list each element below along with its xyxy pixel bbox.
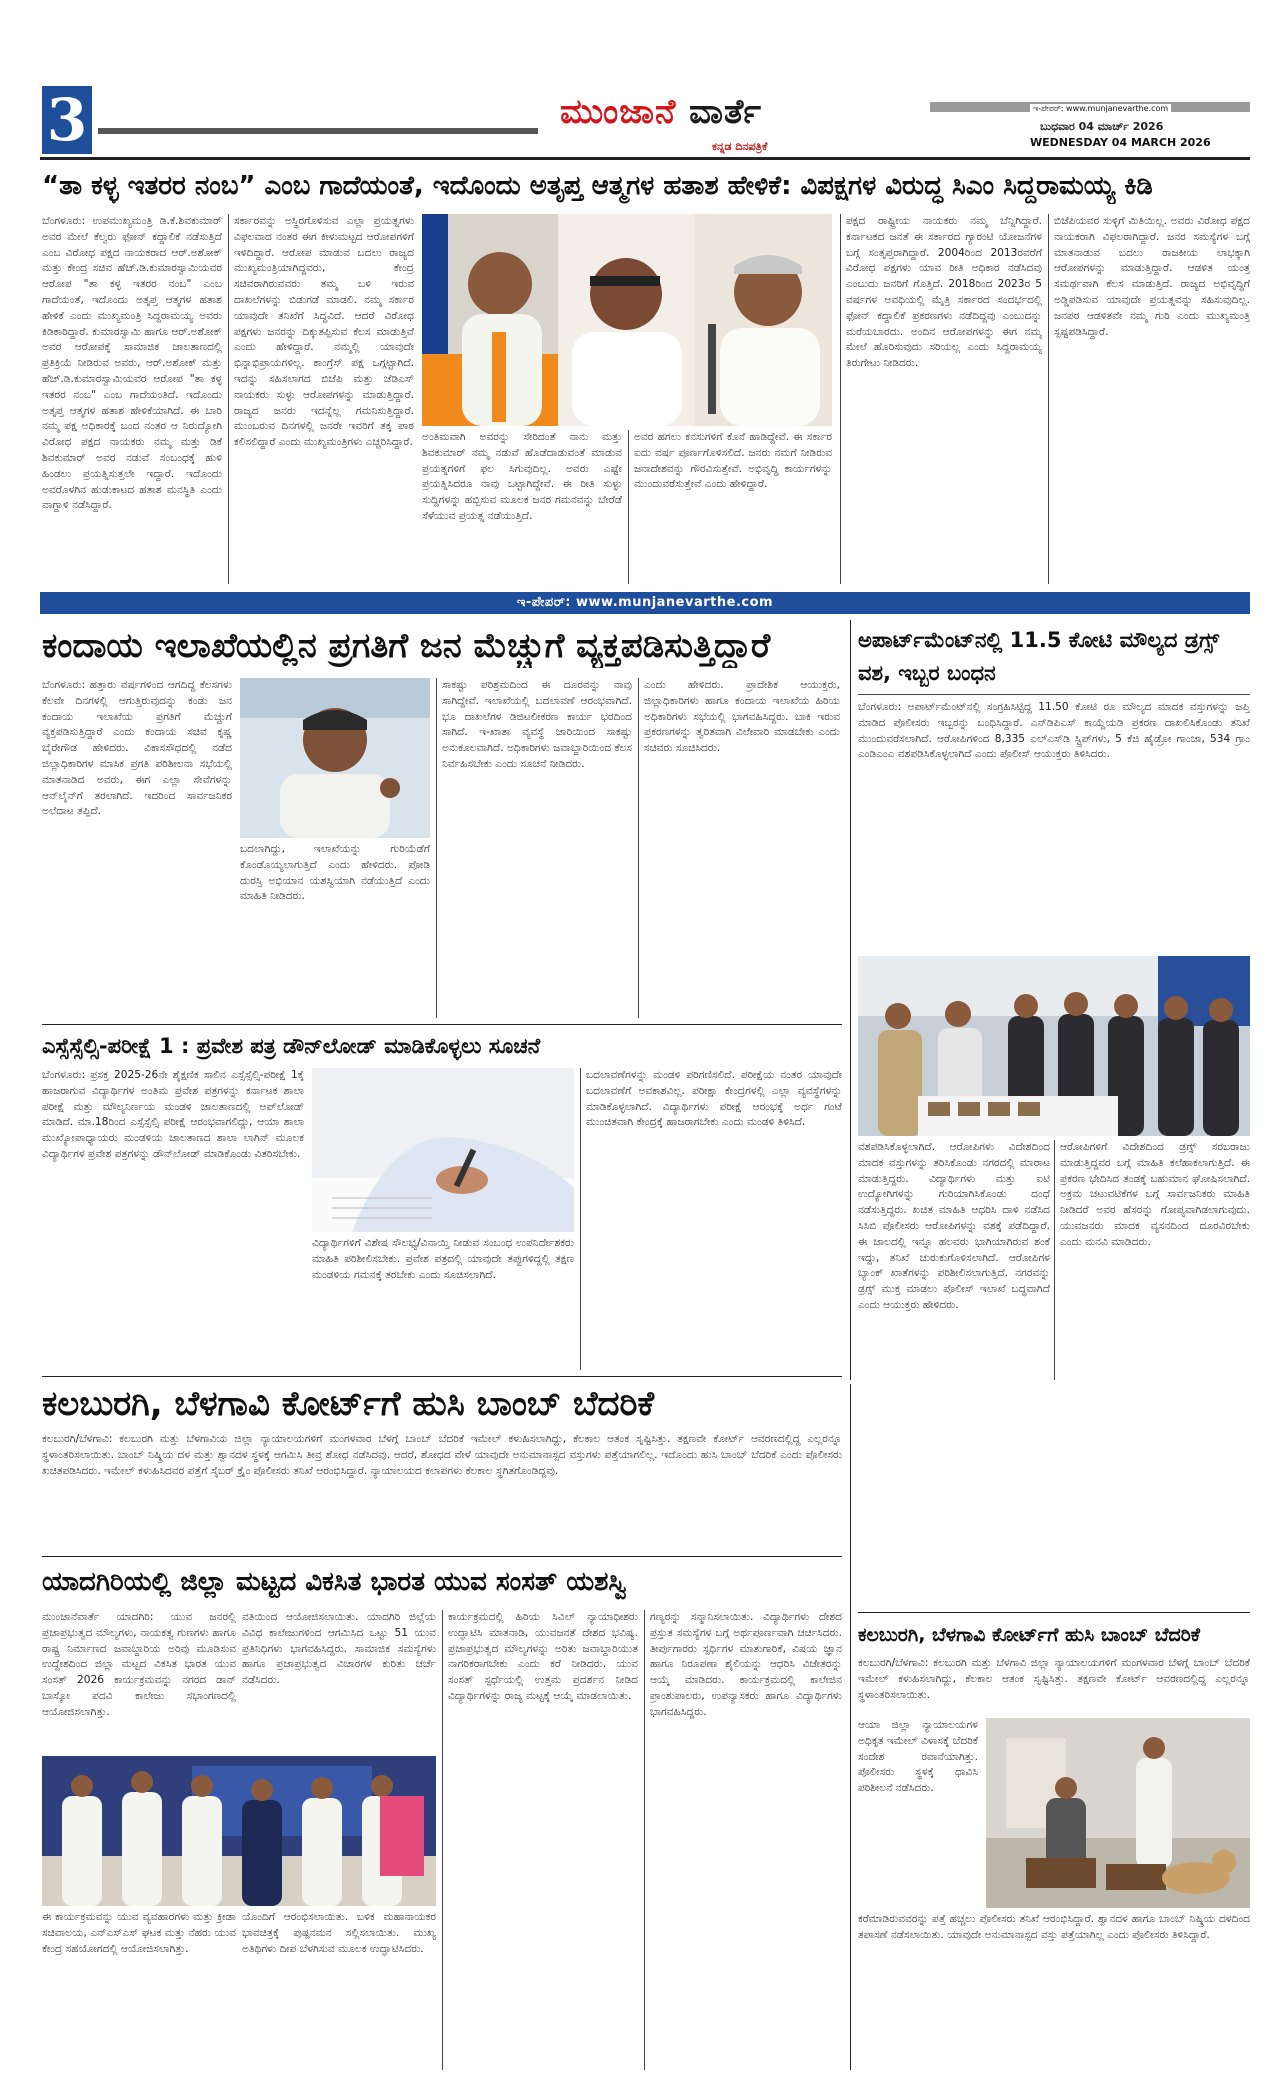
masthead-title-black: ವಾರ್ತೆ <box>689 92 762 132</box>
column-divider <box>644 1610 645 2070</box>
section-divider <box>850 1384 851 2070</box>
masthead-site[interactable]: ಇ-ಪೇಪರ್: www.munjanevarthe.com <box>1030 104 1171 114</box>
article-bomb-small-body: ಕಲಬುರಗಿ/ಬೆಳಗಾವಿ: ಕಲಬುರಗಿ ಮತ್ತು ಬೆಳಗಾವಿ ಜಿಲ್ಲಾ ನ್ಯಾಯಾಲಯಗಳಿಗೆ ಮಂಗಳವಾರ ಬೆಳಗ್ಗೆ ಬಾಂಬ್ ಬೆದರಿಕೆ ಇಮೇಲ್ ಕಳುಹಿಸಲಾಗಿದ್ದು, ಕೆಲಕಾಲ ಆತಂಕ ಸೃಷ್ಟಿಸಿತ್ತು. ತಕ್ಷಣವೇ ಕೋರ್ಟ್ ಆವರಣದಲ್ಲಿದ್ದ ಎಲ್ಲರನ್ನೂ ಸ್ಥಳಾಂತರಿಸಲಾಯಿತು. <box>858 1657 1250 1701</box>
headline-siddaramaiah[interactable]: “ತಾ ಕಳ್ಳ ಇತರರ ನಂಬ” ಎಂಬ ಗಾದೆಯಂತೆ, ಇದೊಂದು ಅತೃಪ್ತ ಆತ್ಮಗಳ ಹತಾಶ ಹೇಳಿಕೆ: ವಿಪಕ್ಷಗಳ ವಿರುದ್ಧ ಸಿಎಂ ಸಿದ್ದರಾಮಯ್ಯ ಕಿಡಿ <box>42 171 1153 201</box>
article-sslc-col1: ಬೆಂಗಳೂರು: ಪ್ರಸಕ್ತ 2025-26ನೇ ಶೈಕ್ಷಣಿಕ ಸಾಲಿನ ಎಸ್ಸೆಸ್ಸೆಲ್ಸಿ-ಪರೀಕ್ಷೆ 1ಕ್ಕೆ ಹಾಜರಾಗುವ ವಿದ್ಯಾರ್ಥಿಗಳ ಅಂತಿಮ ಪ್ರವೇಶ ಪತ್ರಗಳನ್ನು ಕರ್ನಾಟಕ ಶಾಲಾ ಪರೀಕ್ಷೆ ಮತ್ತು ಮೌಲ್ಯನಿರ್ಣಯ ಮಂಡಳಿ ಜಾಲತಾಣದಲ್ಲಿ ಅಪ್‌ಲೋಡ್ ಮಾಡಿದೆ. ಮಾ.18ರಿಂದ ಎಸ್ಸೆಸ್ಸೆಲ್ಸಿ ಪರೀಕ್ಷೆ ಆರಂಭವಾಗಲಿದ್ದು, ಆಯಾ ಶಾಲಾ ಮುಖ್ಯೋಪಾಧ್ಯಾಯರು ಮಂಡಳಿಯ ಜಾಲತಾಣದ ಶಾಲಾ ಲಾಗಿನ್ ಮೂಲಕ ವಿದ್ಯಾರ್ಥಿಗಳ ಪ್ರವೇಶ ಪತ್ರಗಳನ್ನು ಡೌನ್‌ಲೋಡ್ ಮಾಡಿಕೊಂಡು ವಿತರಿಸಬೇಕು. <box>42 1069 304 1160</box>
masthead-divider <box>40 157 1250 160</box>
article-kandaya-col3: ಸಾಕಷ್ಟು ಪರಿಶ್ರಮದಿಂದ ಈ ದೂರವನ್ನು ನಾವು ಸಾಗಿದ್ದೇವೆ. ಇಲಾಖೆಯಲ್ಲಿ ಬದಲಾವಣೆ ಆರಂಭವಾಗಿದೆ. ಭೂ ದಾಖಲೆಗಳ ಡಿಜಿಟಲೀಕರಣ ಕಾರ್ಯ ಭರದಿಂದ ಸಾಗಿದೆ. ಇ-ಖಾತಾ ವ್ಯವಸ್ಥೆ ಜಾರಿಯಿಂದ ಸಾಕಷ್ಟು ಅನುಕೂಲವಾಗಿದೆ. ಅಧಿಕಾರಿಗಳು ಜವಾಬ್ದಾರಿಯಿಂದ ಕೆಲಸ ನಿರ್ವಹಿಸಬೇಕು ಎಂದು ಸೂಚನೆ ನೀಡಿದರು. <box>442 679 632 770</box>
article-yadgir-col2: ವತಿಯಿಂದ ಆಯೋಜಿಸಲಾಯಿತು. ಯಾದಗಿರಿ ಜಿಲ್ಲೆಯ ವಿವಿಧ ಕಾಲೇಜುಗಳಿಂದ ಆಗಮಿಸಿದ ಒಟ್ಟು 51 ಯುವ ಪ್ರತಿನಿಧಿಗಳು ಭಾಗವಹಿಸಿದ್ದರು. ಸಾಮಾಜಿಕ ಸಮಸ್ಯೆಗಳು ಹಾಗೂ ಪ್ರಜಾಪ್ರಭುತ್ವದ ವಿಚಾರಗಳ ಕುರಿತು ಚರ್ಚೆ ನಡೆಸಿದರು. <box>242 1611 436 1687</box>
article-siddaramaiah-col6: ಬಿಜೆಪಿಯವರ ಸುಳ್ಳಿಗೆ ಮಿತಿಯಿಲ್ಲ. ಅವರು ವಿರೋಧ ಪಕ್ಷದ ನಾಯಕರಾಗಿ ವಿಫಲರಾಗಿದ್ದಾರೆ. ಜನರ ಸಮಸ್ಯೆಗಳ ಬಗ್ಗೆ ಮಾತನಾಡುವ ಬದಲು ರಾಜಕೀಯ ಲಾಭಕ್ಕಾಗಿ ಆರೋಪಗಳನ್ನು ಮಾಡುತ್ತಿದ್ದಾರೆ. ಆಡಳಿತ ಯಂತ್ರ ಸಮರ್ಥವಾಗಿ ಕೆಲಸ ಮಾಡುತ್ತಿದೆ. ರಾಜ್ಯದ ಅಭಿವೃದ್ಧಿಗೆ ಅಡ್ಡಿಪಡಿಸುವ ಯಾವುದೇ ಪ್ರಯತ್ನವನ್ನು ಸಹಿಸುವುದಿಲ್ಲ. ಜನಪರ ಆಡಳಿತವೇ ನಮ್ಮ ಗುರಿ ಎಂದು ಮುಖ್ಯಮಂತ್ರಿ ಸ್ಪಷ್ಟಪಡಿಸಿದ್ದಾರೆ. <box>1054 215 1250 338</box>
article-yadgir-col2b: ಯೊಂದಿಗೆ ಆರಂಭಿಸಲಾಯಿತು. ಬಳಿಕ ಮಹಾನಾಯಕರ ಭಾವಚಿತ್ರಕ್ಕೆ ಪುಷ್ಪನಮನ ಸಲ್ಲಿಸಲಾಯಿತು. ಮುಖ್ಯ ಅತಿಥಿಗಳು ದೀಪ ಬೆಳಗಿಸುವ ಮೂಲಕ ಉದ್ಘಾಟಿಸಿದರು. <box>242 1911 436 1955</box>
article-yadgir-col4: ಗಣ್ಯರನ್ನು ಸನ್ಮಾನಿಸಲಾಯಿತು. ವಿದ್ಯಾರ್ಥಿಗಳು ದೇಶದ ಪ್ರಸ್ತುತ ಸಮಸ್ಯೆಗಳ ಬಗ್ಗೆ ಅರ್ಥಪೂರ್ಣವಾಗಿ ಚರ್ಚಿಸಿದರು. ತೀರ್ಪುಗಾರರು ಸ್ಪರ್ಧಿಗಳ ಮಾತುಗಾರಿಕೆ, ವಿಷಯ ಜ್ಞಾನ ಹಾಗೂ ನಿರೂಪಣಾ ಶೈಲಿಯನ್ನು ಆಧರಿಸಿ ವಿಜೇತರನ್ನು ಆಯ್ಕೆ ಮಾಡಿದರು. ಕಾರ್ಯಕ್ರಮದಲ್ಲಿ ಕಾಲೇಜಿನ ಪ್ರಾಂಶುಪಾಲರು, ಉಪನ್ಯಾಸಕರು ಹಾಗೂ ವಿದ್ಯಾರ್ಥಿಗಳು ಭಾಗವಹಿಸಿದ್ದರು. <box>650 1611 842 1718</box>
column-divider <box>1054 1140 1055 1380</box>
section-divider <box>42 1376 842 1377</box>
article-sslc-col3: ಬದಲಾವಣೆಗಳನ್ನು ಮಂಡಳಿ ಪರಿಗಣಿಸಲಿದೆ. ಪರೀಕ್ಷೆಯ ನಂತರ ಯಾವುದೇ ಬದಲಾವಣೆಗೆ ಅವಕಾಶವಿಲ್ಲ. ಪರೀಕ್ಷಾ ಕೇಂದ್ರಗಳಲ್ಲಿ ಎಲ್ಲಾ ವ್ಯವಸ್ಥೆಗಳನ್ನು ಮಾಡಿಕೊಳ್ಳಲಾಗಿದೆ. ವಿದ್ಯಾರ್ಥಿಗಳು ಪರೀಕ್ಷೆ ಆರಂಭಕ್ಕೆ ಅರ್ಧ ಗಂಟೆ ಮುಂಚಿತವಾಗಿ ಕೇಂದ್ರಕ್ಕೆ ಹಾಜರಾಗಬೇಕು ಎಂದು ಮಂಡಳಿ ತಿಳಿಸಿದೆ. <box>586 1069 842 1129</box>
photo-three-leaders <box>422 214 832 426</box>
masthead-rule-left <box>98 128 538 134</box>
headline-sslc[interactable]: ಎಸ್ಸೆಸ್ಸೆಲ್ಸಿ-ಪರೀಕ್ಷೆ 1 : ಪ್ರವೇಶ ಪತ್ರ ಡೌನ್‌ಲೋಡ್ ಮಾಡಿಕೊಳ್ಳಲು ಸೂಚನೆ <box>42 1034 541 1058</box>
headline-underline <box>858 694 1250 695</box>
headline-yadgir[interactable]: ಯಾದಗಿರಿಯಲ್ಲಿ ಜಿಲ್ಲಾ ಮಟ್ಟದ ವಿಕಸಿತ ಭಾರತ ಯುವ ಸಂಸತ್ ಯಶಸ್ವಿ <box>42 1567 627 1597</box>
column-divider <box>580 1068 581 1370</box>
article-siddaramaiah-col1: ಬೆಂಗಳೂರು: ಉಪಮುಖ್ಯಮಂತ್ರಿ ಡಿ.ಕೆ.ಶಿವಕುಮಾರ್ ಅವರ ಮೇಲೆ ಕೆಲ್ವರು ಫೋನ್ ಕದ್ದಾಲಿಕೆ ನಡೆಸುತ್ತಿದೆ ಎಂಬ ವಿರೋಧ ಪಕ್ಷದ ನಾಯಕರಾದ ಆರ್.ಅಶೋಕ್ ಮತ್ತು ಕೇಂದ್ರ ಸಚಿವ ಹೆಚ್.ಡಿ.ಕುಮಾರಸ್ವಾಮಿಯವರ ಆರೋಪ "ತಾ ಕಳ್ಳ ಇತರರ ನಂಬ" ಎಂಬ ಗಾದೆಯಂತೆ, ಇದೊಂದು ಅತೃಪ್ತ ಆತ್ಮಗಳ ಹತಾಶ ಹೇಳಿಕೆ ಎಂದು ಮುಖ್ಯಮಂತ್ರಿ ಸಿದ್ದರಾಮಯ್ಯ ಅವರು ಕಿಡಿಕಾರಿದ್ದಾರೆ. ಕುಮಾರಸ್ವಾಮಿ ಹಾಗೂ ಆರ್.ಅಶೋಕ್ ಅವರ ಆರೋಪಕ್ಕೆ ಸಾಮಾಜಿಕ ಜಾಲತಾಣದಲ್ಲಿ ಪ್ರತಿಕ್ರಿಯೆ ನೀಡಿರುವ ಅವರು, ಆರ್.ಅಶೋಕ್ ಮತ್ತು ಹೆಚ್.ಡಿ.ಕುಮಾರಸ್ವಾಮಿಯವರ ಆರೋಪ "ತಾ ಕಳ್ಳ ಇತರರ ನಂಬ" ಎಂಬ ಗಾದೆಯಂತಿದೆ. ಇದೊಂದು ಅತೃಪ್ತ ಆತ್ಮಗಳ ಹತಾಶ ಹೇಳಿಕೆಯಾಗಿದೆ. ಈ ಬಾರಿ ನಮ್ಮ ಪಕ್ಷ ಅಧಿಕಾರಕ್ಕೆ ಬಂದ ನಂತರ ಆ ನಿರುದ್ಯೋಗಿ ವಿರೋಧ ಪಕ್ಷದ ನಾಯಕರು ನಮ್ಮ ಮತ್ತು ಡಿಕೆ ಶಿವಕುಮಾರ್ ಅವರ ನಡುವೆ ಸಂಬಂಧಕ್ಕೆ ಹುಳಿ ಹಿಂಡಲು ಪ್ರಯತ್ನಿಸುತ್ತಲೇ ಇದ್ದಾರೆ. ಇದೊಂದು ಅವರೊಳಗಿನ ಹುಡುಕಾಟದ ಹತಾಶ ಮನಸ್ಥಿತಿ ಎಂದು ವಾಗ್ದಾಳಿ ನಡೆಸಿದ್ದಾರೆ. <box>42 215 222 512</box>
epaper-banner[interactable]: ಇ-ಪೇಪರ್: www.munjanevarthe.com <box>40 592 1250 614</box>
article-sslc-col2: ವಿದ್ಯಾರ್ಥಿಗಳಿಗೆ ವಿಶೇಷ ಸೌಲಭ್ಯ/ವಿನಾಯ್ತಿ ನೀಡುವ ಸಂಬಂಧ ಉಪನಿರ್ದೇಶಕರು ಮಾಹಿತಿ ಪರಿಶೀಲಿಸಬೇಕು. ಪ್ರವೇಶ ಪತ್ರದಲ್ಲಿ ಯಾವುದೇ ತಪ್ಪುಗಳಿದ್ದಲ್ಲಿ ತಕ್ಷಣ ಮಂಡಳಿಯ ಗಮನಕ್ಕೆ ತರಬೇಕು ಎಂದು ಸೂಚಿಸಲಾಗಿದೆ. <box>312 1237 574 1281</box>
column-divider <box>840 214 841 584</box>
article-drugs-body3: ಆರೋಪಿಗಳಿಗೆ ವಿದೇಶದಿಂದ ಡ್ರಗ್ಸ್ ಸರಬರಾಜು ಮಾಡುತ್ತಿದ್ದವರ ಬಗ್ಗೆ ಮಾಹಿತಿ ಕಲೆಹಾಕಲಾಗುತ್ತಿದೆ. ಈ ಪ್ರಕರಣ ಭೇದಿಸಿದ ತಂಡಕ್ಕೆ ಬಹುಮಾನ ಘೋಷಿಸಲಾಗಿದೆ. ಅಕ್ರಮ ಚಟುವಟಿಕೆಗಳ ಬಗ್ಗೆ ಸಾರ್ವಜನಿಕರು ಮಾಹಿತಿ ನೀಡಿದರೆ ಅವರ ಹೆಸರನ್ನು ಗೋಪ್ಯವಾಗಿಡಲಾಗುವುದು. ಯುವಜನರು ಮಾದಕ ವ್ಯಸನದಿಂದ ದೂರವಿರಬೇಕು ಎಂದು ಮನವಿ ಮಾಡಿದರು. <box>1060 1141 1250 1248</box>
article-yadgir-col3: ಕಾರ್ಯಕ್ರಮದಲ್ಲಿ ಹಿರಿಯ ಸಿವಿಲ್ ನ್ಯಾಯಾಧೀಶರು ಉದ್ಘಾಟಿಸಿ ಮಾತನಾಡಿ, ಯುವಜನತೆ ದೇಶದ ಭವಿಷ್ಯ. ಪ್ರಜಾಪ್ರಭುತ್ವದ ಮೌಲ್ಯಗಳನ್ನು ಅರಿತು ಜವಾಬ್ದಾರಿಯುತ ನಾಗರಿಕರಾಗಬೇಕು ಎಂದು ಕರೆ ನೀಡಿದರು. ಯುವ ಸಂಸತ್ ಸ್ಪರ್ಧೆಯಲ್ಲಿ ಉತ್ತಮ ಪ್ರದರ್ಶನ ನೀಡಿದ ವಿದ್ಯಾರ್ಥಿಗಳನ್ನು ರಾಜ್ಯ ಮಟ್ಟಕ್ಕೆ ಆಯ್ಕೆ ಮಾಡಲಾಯಿತು. <box>448 1611 638 1702</box>
article-siddaramaiah-col5: ಪಕ್ಷದ ರಾಷ್ಟ್ರೀಯ ನಾಯಕರು ನಮ್ಮ ಬೆನ್ನಿಗಿದ್ದಾರೆ. ಕರ್ನಾಟಕದ ಜನತೆ ಈ ಸರ್ಕಾರದ ಗ್ಯಾರಂಟಿ ಯೋಜನೆಗಳ ಬಗ್ಗೆ ಸಂತೃಪ್ತರಾಗಿದ್ದಾರೆ. 2004ರಿಂದ 2013ರವರೆಗೆ ವಿರೋಧ ಪಕ್ಷಗಳು ಯಾವ ರೀತಿ ಅಧಿಕಾರ ನಡೆಸಿದವು ಎಂಬುದು ಜನರಿಗೆ ಗೊತ್ತಿದೆ. 2018ರಿಂದ 2023ರ 5 ವರ್ಷಗಳ ಅವಧಿಯಲ್ಲಿ ಮೈತ್ರಿ ಸರ್ಕಾರದ ಸಂದರ್ಭದಲ್ಲಿ ಫೋನ್ ಕದ್ದಾಲಿಕೆ ಪ್ರಕರಣಗಳು ನಡೆದಿದ್ದವು ಎಂಬುದನ್ನು ಮರೆಯಬಾರದು. ಅಂದಿನ ಆರೋಪಗಳನ್ನು ಈಗ ನಮ್ಮ ಮೇಲೆ ಹೊರಿಸುವುದು ಸರಿಯಲ್ಲ ಎಂದು ಸಿದ್ದರಾಮಯ್ಯ ತಿರುಗೇಟು ನೀಡಿದರು. <box>846 215 1042 370</box>
article-drugs-body2: ವಶಪಡಿಸಿಕೊಳ್ಳಲಾಗಿದೆ. ಆರೋಪಿಗಳು ವಿದೇಶದಿಂದ ಮಾದಕ ವಸ್ತುಗಳನ್ನು ತರಿಸಿಕೊಂಡು ನಗರದಲ್ಲಿ ಮಾರಾಟ ಮಾಡುತ್ತಿದ್ದರು. ವಿದ್ಯಾರ್ಥಿಗಳು ಮತ್ತು ಐಟಿ ಉದ್ಯೋಗಿಗಳನ್ನು ಗುರಿಯಾಗಿಸಿಕೊಂಡು ದಂಧೆ ನಡೆಸುತ್ತಿದ್ದರು. ಖಚಿತ ಮಾಹಿತಿ ಆಧರಿಸಿ ದಾಳಿ ನಡೆಸಿದ ಸಿಸಿಬಿ ಪೊಲೀಸರು ಆರೋಪಿಗಳನ್ನು ವಶಕ್ಕೆ ಪಡೆದಿದ್ದಾರೆ. ಈ ಜಾಲದಲ್ಲಿ ಇನ್ನೂ ಹಲವರು ಭಾಗಿಯಾಗಿರುವ ಶಂಕೆ ಇದ್ದು, ತನಿಖೆ ಚುರುಕುಗೊಳಿಸಲಾಗಿದೆ. ಆರೋಪಿಗಳ ಬ್ಯಾಂಕ್ ಖಾತೆಗಳನ್ನು ಪರಿಶೀಲಿಸಲಾಗುತ್ತಿದೆ. ನಗರವನ್ನು ಡ್ರಗ್ಸ್ ಮುಕ್ತ ಮಾಡಲು ಪೊಲೀಸ್ ಇಲಾಖೆ ಬದ್ಧವಾಗಿದೆ ಎಂದು ಆಯುಕ್ತರು ಹೇಳಿದರು. <box>858 1141 1050 1311</box>
article-yadgir-col1b: ಈ ಕಾರ್ಯಕ್ರಮವನ್ನು ಯುವ ವ್ಯವಹಾರಗಳು ಮತ್ತು ಕ್ರೀಡಾ ಸಚಿವಾಲಯ, ಎನ್‌ಎಸ್‌ಎಸ್ ಘಟಕ ಮತ್ತು ನೆಹರು ಯುವ ಕೇಂದ್ರ ಸಹಯೋಗದಲ್ಲಿ ಆಯೋಜಿಸಲಾಗಿತ್ತು. <box>42 1911 236 1955</box>
article-bomb-small-body2: ಆಯಾ ಜಿಲ್ಲಾ ನ್ಯಾಯಾಲಯಗಳ ಅಧಿಕೃತ ಇಮೇಲ್ ವಿಳಾಸಕ್ಕೆ ಬೆದರಿಕೆ ಸಂದೇಶ ರವಾನೆಯಾಗಿತ್ತು. ಪೊಲೀಸರು ಸ್ಥಳಕ್ಕೆ ಧಾವಿಸಿ ಪರಿಶೀಲನೆ ನಡೆಸಿದರು. <box>858 1719 978 1795</box>
column-divider <box>628 430 629 584</box>
section-divider <box>850 620 851 1380</box>
article-bomb-small-body3: ಕರೆಮಾಡಿರುವವರನ್ನು ಪತ್ತೆ ಹಚ್ಚಲು ಪೊಲೀಸರು ತನಿಖೆ ಆರಂಭಿಸಿದ್ದಾರೆ. ಶ್ವಾನದಳ ಹಾಗೂ ಬಾಂಬ್ ನಿಷ್ಕ್ರಿಯ ದಳದಿಂದ ತಪಾಸಣೆ ನಡೆಸಲಾಯಿತು. ಯಾವುದೇ ಅನುಮಾನಾಸ್ಪದ ವಸ್ತು ಪತ್ತೆಯಾಗಿಲ್ಲ ಎಂದು ಪೊಲೀಸರು ತಿಳಿಸಿದ್ದಾರೆ. <box>858 1913 1250 1941</box>
photo-youth-parliament <box>42 1756 436 1906</box>
section-divider <box>42 1024 842 1025</box>
masthead-title-red: ಮುಂಜಾನೆ <box>560 92 677 132</box>
section-divider <box>42 1556 842 1557</box>
photo-bomb-squad <box>986 1718 1250 1908</box>
photo-revenue-minister <box>240 678 430 838</box>
article-yadgir-col1: ಮುಂಜಾನೆವಾರ್ತೆ ಯಾದಗಿರಿ: ಯುವ ಜನರಲ್ಲಿ ಪ್ರಜಾಪ್ರಭುತ್ವದ ಮೌಲ್ಯಗಳು, ನಾಯಕತ್ವ ಗುಣಗಳು ಹಾಗೂ ರಾಷ್ಟ್ರ ನಿರ್ಮಾಣದ ಜವಾಬ್ದಾರಿಯ ಅರಿವು ಮೂಡಿಸುವ ಉದ್ದೇಶದಿಂದ ಜಿಲ್ಲಾ ಮಟ್ಟದ ವಿಕಸಿತ ಭಾರತ ಯುವ ಸಂಸತ್ 2026 ಕಾರ್ಯಕ್ರಮವನ್ನು ನಗರದ ಡಾನ್ ಬಾಸ್ಕೋ ಪದವಿ ಕಾಲೇಜು ಸಭಾಂಗಣದಲ್ಲಿ ಆಯೋಜಿಸಲಾಗಿತ್ತು. <box>42 1611 236 1718</box>
article-kandaya-col2: ಬದಲಾಗಿದ್ದು, ಇಲಾಖೆಯನ್ನು ಗುರಿಯೆಡೆಗೆ ಕೊಂಡೊಯ್ಯಲಾಗುತ್ತಿದೆ ಎಂದು ಹೇಳಿದರು. ಪೋಡಿ ದುರಸ್ತಿ ಅಭಿಯಾನ ಯಶಸ್ವಿಯಾಗಿ ನಡೆಯುತ್ತಿದೆ ಎಂದು ಮಾಹಿತಿ ನೀಡಿದರು. <box>240 843 430 903</box>
article-bomb-body: ಕಲಬುರಗಿ/ಬೆಳಗಾವಿ: ಕಲಬುರಗಿ ಮತ್ತು ಬೆಳಗಾವಿಯ ಜಿಲ್ಲಾ ನ್ಯಾಯಾಲಯಗಳಿಗೆ ಮಂಗಳವಾರ ಬೆಳಗ್ಗೆ ಬಾಂಬ್ ಬೆದರಿಕೆ ಇಮೇಲ್ ಕಳುಹಿಸಲಾಗಿದ್ದು, ಕೆಲಕಾಲ ಆತಂಕ ಸೃಷ್ಟಿಸಿತ್ತು. ತಕ್ಷಣವೇ ಕೋರ್ಟ್ ಆವರಣದಲ್ಲಿದ್ದ ಎಲ್ಲರನ್ನೂ ಸ್ಥಳಾಂತರಿಸಲಾಯಿತು. ಬಾಂಬ್ ನಿಷ್ಕ್ರಿಯ ದಳ ಮತ್ತು ಶ್ವಾನದಳ ಸ್ಥಳಕ್ಕೆ ಆಗಮಿಸಿ ತೀವ್ರ ಶೋಧ ನಡೆಸಿದವು. ಆದರೆ, ಶೋಧದ ವೇಳೆ ಯಾವುದೇ ಅನುಮಾನಾಸ್ಪದ ವಸ್ತುಗಳು ಪತ್ತೆಯಾಗಲಿಲ್ಲ. ಇದೊಂದು ಹುಸಿ ಬಾಂಬ್ ಬೆದರಿಕೆ ಎಂದು ಪೊಲೀಸರು ಖಚಿತಪಡಿಸಿದರು. ಇಮೇಲ್ ಕಳುಹಿಸಿದವರ ಪತ್ತೆಗೆ ಸೈಬರ್ ಕ್ರೈಂ ಪೊಲೀಸರು ತನಿಖೆ ಆರಂಭಿಸಿದ್ದಾರೆ. ನ್ಯಾಯಾಲಯದ ಕಲಾಪಗಳು ಕೆಲಕಾಲ ಸ್ಥಗಿತಗೊಂಡಿದ್ದವು. <box>42 1433 842 1477</box>
photo-police-drugs <box>858 956 1250 1136</box>
article-drugs-body: ಬೆಂಗಳೂರು: ಅಪಾರ್ಟ್‌ಮೆಂಟ್‌ನಲ್ಲಿ ಸಂಗ್ರಹಿಸಿಟ್ಟಿದ್ದ 11.50 ಕೋಟಿ ರೂ ಮೌಲ್ಯದ ಮಾದಕ ವಸ್ತುಗಳನ್ನು ಜಪ್ತಿ ಮಾಡಿದ ಪೊಲೀಸರು ಇಬ್ಬರನ್ನು ಬಂಧಿಸಿದ್ದಾರೆ. ಎನ್‌ಡಿಪಿಎಸ್ ಕಾಯ್ದೆಯಡಿ ಪ್ರಕರಣ ದಾಖಲಿಸಿಕೊಂಡು ತನಿಖೆ ಮುಂದುವರೆಸಲಾಗಿದೆ. ಆರೋಪಿಗಳಿಂದ 8,335 ಎಲ್‌ಎಸ್‌ಡಿ ಸ್ಟ್ರಿಪ್‌ಗಳು, 5 ಕೆಜಿ ಹೈಡ್ರೋ ಗಾಂಜಾ, 534 ಗ್ರಾಂ ಎಂಡಿಎಂಎ ವಶಪಡಿಸಿಕೊಳ್ಳಲಾಗಿದೆ ಎಂದು ಪೊಲೀಸ್ ಆಯುಕ್ತರು ತಿಳಿಸಿದರು. <box>858 701 1250 761</box>
article-siddaramaiah-col3: ಅಂತಿಮವಾಗಿ ಅವರನ್ನು ಸೇರಿದಂತೆ ನಾನು ಮತ್ತು ಶಿವಕುಮಾರ್ ನಮ್ಮ ನಡುವೆ ಹೊಡೆದಾಡುವಂತೆ ಮಾಡುವ ಪ್ರಯತ್ನಗಳಿಗೆ ಫಲ ಸಿಗುವುದಿಲ್ಲ. ಅವರು ಎಷ್ಟೇ ಪ್ರಯತ್ನಿಸಿದರೂ ನಾವು ಒಟ್ಟಾಗಿದ್ದೇವೆ. ಈ ರೀತಿ ಸುಳ್ಳು ಸುದ್ದಿಗಳನ್ನು ಹಬ್ಬಿಸುವ ಮೂಲಕ ಜನರ ಗಮನವನ್ನು ಬೇರೆಡೆ ಸೆಳೆಯುವ ಪ್ರಯತ್ನ ನಡೆಯುತ್ತಿದೆ. <box>422 431 622 522</box>
column-divider <box>638 678 639 1018</box>
article-siddaramaiah-col4: ಅವರ ಹಗಲು ಕನಸುಗಳಿಗೆ ಕೊನೆ ಹಾಡಿದ್ದೇವೆ. ಈ ಸರ್ಕಾರ ಐದು ವರ್ಷ ಪೂರ್ಣಗೊಳಿಸಲಿದೆ. ಜನರು ನಮಗೆ ನೀಡಿರುವ ಜನಾದೇಶವನ್ನು ಗೌರವಿಸುತ್ತೇವೆ. ಅಭಿವೃದ್ಧಿ ಕಾರ್ಯಗಳನ್ನು ಮುಂದುವರೆಸುತ್ತೇವೆ ಎಂದು ಹೇಳಿದ್ದಾರೆ. <box>634 431 832 491</box>
headline-bomb-small[interactable]: ಕಲಬುರಗಿ, ಬೆಳಗಾವಿ ಕೋರ್ಟ್‌ಗೆ ಹುಸಿ ಬಾಂಬ್ ಬೆದರಿಕೆ <box>858 1624 1201 1646</box>
photo-student-writing <box>312 1068 574 1232</box>
masthead-title <box>560 92 860 142</box>
column-divider <box>436 678 437 1018</box>
column-divider <box>442 1610 443 2070</box>
masthead-date-english: WEDNESDAY 04 MARCH 2026 <box>1030 136 1211 149</box>
column-divider <box>1048 214 1049 584</box>
article-kandaya-col4: ಎಂದು ಹೇಳಿದರು. ಪ್ರಾದೇಶಿಕ ಆಯುಕ್ತರು, ಜಿಲ್ಲಾಧಿಕಾರಿಗಳು ಹಾಗೂ ಕಂದಾಯ ಇಲಾಖೆಯ ಹಿರಿಯ ಅಧಿಕಾರಿಗಳು ಸಭೆಯಲ್ಲಿ ಭಾಗವಹಿಸಿದ್ದರು. ಬಾಕಿ ಇರುವ ಪ್ರಕರಣಗಳನ್ನು ತ್ವರಿತವಾಗಿ ವಿಲೇವಾರಿ ಮಾಡಬೇಕು ಎಂದು ಸಚಿವರು ಸೂಚಿಸಿದರು. <box>644 679 840 755</box>
article-kandaya-col1: ಬೆಂಗಳೂರು: ಹತ್ತಾರು ವರ್ಷಗಳಿಂದ ಆಗದಿದ್ದ ಕೆಲಸಗಳು ಕೆಲವೇ ದಿನಗಳಲ್ಲಿ ಆಗುತ್ತಿರುವುದನ್ನು ಕಂಡು ಜನ ಕಂದಾಯ ಇಲಾಖೆಯ ಪ್ರಗತಿಗೆ ಮೆಚ್ಚುಗೆ ವ್ಯಕ್ತಪಡಿಸುತ್ತಿದ್ದಾರೆ ಎಂದು ಕಂದಾಯ ಸಚಿವ ಕೃಷ್ಣ ಬೈರೇಗೌಡ ಹೇಳಿದರು. ವಿಕಾಸಸೌಧದಲ್ಲಿ ನಡೆದ ಜಿಲ್ಲಾಧಿಕಾರಿಗಳ ಮಾಸಿಕ ಪ್ರಗತಿ ಪರಿಶೀಲನಾ ಸಭೆಯಲ್ಲಿ ಮಾತನಾಡಿದ ಅವರು, ಈಗ ಎಲ್ಲಾ ಸೇವೆಗಳನ್ನು ಆನ್‌ಲೈನ್‌ಗೆ ತರಲಾಗಿದೆ. ಇದರಿಂದ ಸಾರ್ವಜನಿಕರ ಅಲೆದಾಟ ತಪ್ಪಿದೆ. <box>42 679 232 818</box>
page-number: 3 <box>42 86 92 154</box>
headline-drugs[interactable]: ಅಪಾರ್ಟ್‌ಮೆಂಟ್‌ನಲ್ಲಿ 11.5 ಕೋಟಿ ಮೌಲ್ಯದ ಡ್ರಗ್ಸ್ ವಶ, ಇಬ್ಬರ ಬಂಧನ <box>858 628 1220 685</box>
masthead-subtitle: ಕನ್ನಡ ದಿನಪತ್ರಿಕೆ <box>712 140 768 153</box>
column-divider <box>228 214 229 584</box>
article-siddaramaiah-col2: ಸರ್ಕಾರವನ್ನು ಅಸ್ಥಿರಗೊಳಿಸುವ ಎಲ್ಲಾ ಪ್ರಯತ್ನಗಳು ವಿಫಲವಾದ ನಂತರ ಈಗ ಕೀಳುಮಟ್ಟದ ಆರೋಪಗಳಿಗೆ ಇಳಿದಿದ್ದಾರೆ. ಆರೋಪ ಮಾಡುವ ಬದಲು ರಾಜ್ಯದ ಮುಖ್ಯಮಂತ್ರಿಯಾಗಿದ್ದವರು, ಕೇಂದ್ರ ಸಚಿವರಾಗಿರುವವರು ತಮ್ಮ ಬಳಿ ಇರುವ ದಾಖಲೆಗಳನ್ನು ಬಿಡುಗಡೆ ಮಾಡಲಿ. ನಮ್ಮ ಸರ್ಕಾರ ಯಾವುದೇ ತನಿಖೆಗೆ ಸಿದ್ಧವಿದೆ. ಆದರೆ ವಿರೋಧ ಪಕ್ಷಗಳು ಜನರನ್ನು ದಿಕ್ಕುತಪ್ಪಿಸುವ ಕೆಲಸ ಮಾಡುತ್ತಿವೆ ಎಂದು ಹೇಳಿದ್ದಾರೆ. ನಮ್ಮಲ್ಲಿ ಯಾವುದೇ ಭಿನ್ನಾಭಿಪ್ರಾಯಗಳಿಲ್ಲ. ಕಾಂಗ್ರೆಸ್ ಪಕ್ಷ ಒಗ್ಗಟ್ಟಾಗಿದೆ. ಇದನ್ನು ಸಹಿಸಲಾಗದ ಬಿಜೆಪಿ ಮತ್ತು ಜೆಡಿಎಸ್ ನಾಯಕರು ಸುಳ್ಳು ಆರೋಪಗಳನ್ನು ಮಾಡುತ್ತಿದ್ದಾರೆ. ರಾಜ್ಯದ ಜನರು ಇದನ್ನೆಲ್ಲ ಗಮನಿಸುತ್ತಿದ್ದಾರೆ. ಮುಂಬರುವ ದಿನಗಳಲ್ಲಿ ಜನರೇ ಇವರಿಗೆ ತಕ್ಕ ಪಾಠ ಕಲಿಸಲಿದ್ದಾರೆ ಎಂದು ಮುಖ್ಯಮಂತ್ರಿಗಳು ಎಚ್ಚರಿಸಿದ್ದಾರೆ. <box>234 215 414 449</box>
section-divider <box>858 1612 1250 1613</box>
masthead-date-kannada: ಬುಧವಾರ 04 ಮಾರ್ಚ್ 2026 <box>1040 120 1164 133</box>
headline-kandaya[interactable]: ಕಂದಾಯ ಇಲಾಖೆಯಲ್ಲಿನ ಪ್ರಗತಿಗೆ ಜನ ಮೆಚ್ಚುಗೆ ವ್ಯಕ್ತಪಡಿಸುತ್ತಿದ್ದಾರೆ <box>42 626 771 666</box>
headline-bomb[interactable]: ಕಲಬುರಗಿ, ಬೆಳಗಾವಿ ಕೋರ್ಟ್‌ಗೆ ಹುಸಿ ಬಾಂಬ್ ಬೆದರಿಕೆ <box>42 1384 655 1424</box>
